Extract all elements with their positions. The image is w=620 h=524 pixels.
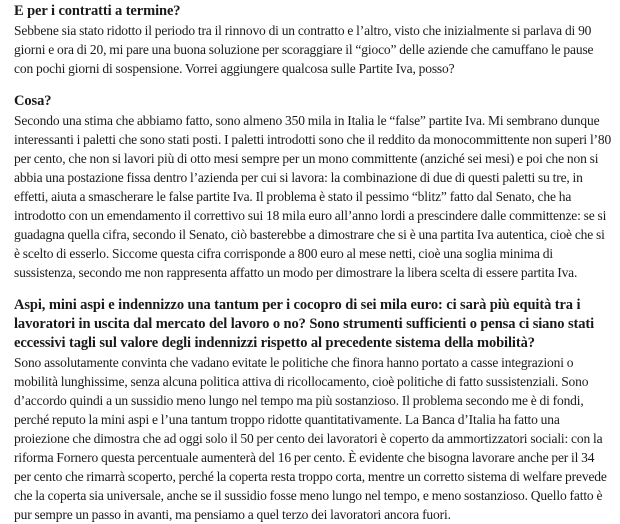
question-heading: Aspi, mini aspi e indennizzo una tantum per i cocopro di sei mila euro: ci sarà più equità tra i lavoratori in uscita dal mercato del lavoro o no? Sono strumenti sufficienti o pensa ci siano stati eccessivi tagli sul valore degli indennizzi rispetto al precedente sistema della mobilità? (14, 297, 595, 351)
qa-block-contratti-termine (14, 2, 612, 78)
question-heading: E per i contratti a termine? (14, 3, 181, 19)
answer-paragraph: Sono assolutamente convinta che vadano evitate le politiche che finora hanno portato a casse integrazioni o mobilità lunghissime, senza alcuna politica attiva di ricollocamento, cioè politiche di fatto sussistenziali. Sono d’accordo quindi a un sussidio meno lungo nel tempo ma più sostanzioso. Il problema secondo me è di fondi, perché reputo la mini aspi e l’una tantum troppo ridotte quantitativamente. La Banca d’Italia ha fatto una proiezione che dimostra che ad oggi solo il 50 per cento dei lavoratori è coperto da ammortizzatori sociali: con la riforma Fornero questa percentuale aumenterà del 16 per cento. È evidente che bisogna lavorare anche per il 34 per cento che rimarrà scoperto, perché la coperta resta troppo corta, mentre un corretto sistema di welfare prevede che la coperta sia universale, anche se il sussidio fosse meno lungo nel tempo, e meno sostanzioso. Quello fatto è pur sempre un passo in avanti, ma pensiamo a quel terzo dei lavoratori ancora fuori. (14, 355, 607, 522)
answer-paragraph: Secondo una stima che abbiamo fatto, sono almeno 350 mila in Italia le “false” partite Iva. Mi sembrano dunque interessanti i paletti che sono stati posti. I paletti introdotti sono che il reddito da monocommittente non superi l’80 per cento, che non si lavori più di otto mesi sempre per un mono committente (anziché sei mesi) e poi che non si abbia una postazione fissa dentro l’azienda per cui si lavora: la combinazione di due di questi paletti su tre, in effetti, aiuta a smascherare le false partite Iva. Il problema è stato il pessimo “blitz” fatto dal Senato, che ha introdotto con un emendamento il correttivo sui 18 mila euro all’anno lordi a prescindere dalle committenze: se si guadagna quella cifra, secondo il Senato, ciò basterebbe a dimostrare che si è una partita Iva autentica, cioè che si è scelto di esserlo. Siccome questa cifra corrisponde a 800 euro al mese netti, cioè una soglia minima di sussistenza, secondo me non rappresenta affatto un modo per dimostrare la libera scelta di essere partita Iva. (14, 113, 612, 280)
question-heading: Cosa? (14, 93, 52, 109)
qa-block-aspi (14, 296, 612, 524)
answer-paragraph: Sebbene sia stato ridotto il periodo tra il rinnovo di un contratto e l’altro, visto che inizialmente si parlava di 90 giorni e ora di 20, mi pare una buona soluzione per scoraggiare il “gioco” delle aziende che camuffano le pause con pochi giorni di sospensione. Vorrei aggiungere qualcosa sulle Partite Iva, posso? (14, 23, 594, 76)
qa-block-cosa (14, 92, 612, 282)
